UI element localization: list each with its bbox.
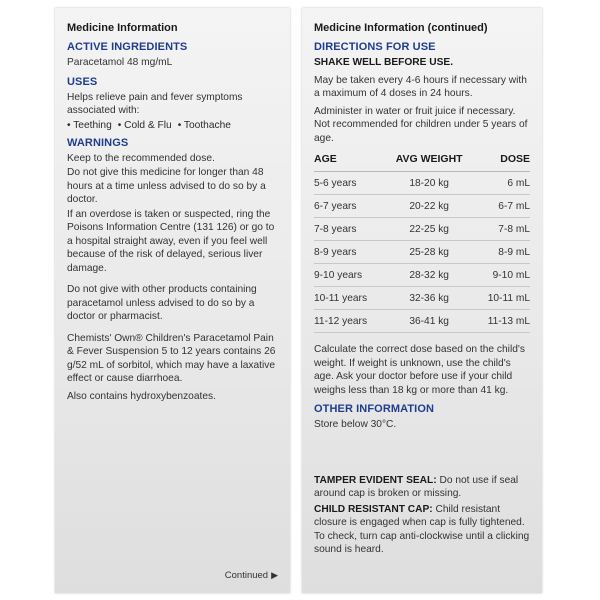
child-resistant-text xyxy=(314,503,530,557)
directions-text: May be taken every 4-6 hours if necessary with a maximum of 4 doses in 24 hours. xyxy=(314,74,527,99)
warning-text: Keep to the recommended dose. xyxy=(67,152,215,164)
warning-text: Do not give this medicine for longer than 48 hours at a time unless advised to do so by a doctor. xyxy=(67,167,266,205)
cell-weight: 18-20 kg xyxy=(385,172,474,195)
directions-heading: DIRECTIONS FOR USE xyxy=(314,41,436,53)
cell-weight: 36-41 kg xyxy=(385,310,474,333)
active-ingredients-text: Paracetamol 48 mg/mL xyxy=(67,57,173,68)
cell-dose: 10-11 mL xyxy=(474,287,530,310)
left-panel xyxy=(55,8,290,593)
cell-dose: 11-13 mL xyxy=(474,310,530,333)
column-header-weight: AVG WEIGHT xyxy=(385,149,474,172)
warnings-heading: WARNINGS xyxy=(67,136,129,149)
right-panel-title: Medicine Information (continued) xyxy=(314,22,488,34)
table-row xyxy=(314,287,530,310)
right-panel xyxy=(302,8,542,593)
cell-weight: 22-25 kg xyxy=(385,218,474,241)
triangle-right-icon: ▶ xyxy=(271,570,278,580)
table-row xyxy=(314,218,530,241)
cell-weight: 20-22 kg xyxy=(385,195,474,218)
left-panel-title: Medicine Information xyxy=(67,22,178,34)
tamper-seal-text xyxy=(314,474,530,501)
dosage-table xyxy=(314,149,530,333)
column-header-dose: DOSE xyxy=(474,149,530,172)
dosage-table-header xyxy=(314,149,530,172)
uses-item: • Toothache xyxy=(178,120,231,131)
shake-instruction: SHAKE WELL BEFORE USE. xyxy=(314,57,454,68)
uses-list xyxy=(67,120,278,131)
storage-text: Store below 30°C. xyxy=(314,419,397,430)
tamper-seal-description: Do not use if seal around cap is broken or missing. xyxy=(314,474,519,499)
cell-age: 10-11 years xyxy=(314,287,385,310)
cell-weight: 32-36 kg xyxy=(385,287,474,310)
warning-text: Also contains hydroxybenzoates. xyxy=(67,390,216,402)
cell-dose: 7-8 mL xyxy=(474,218,530,241)
table-row xyxy=(314,241,530,264)
table-row xyxy=(314,264,530,287)
warning-text: If an overdose is taken or suspected, ring the Poisons Information Centre (131 126) or go to a hospital straight away, even if you feel well because of the risk of delayed, serious liver damage. xyxy=(67,208,275,274)
other-information-heading: OTHER INFORMATION xyxy=(314,403,435,415)
active-ingredients-heading: ACTIVE INGREDIENTS xyxy=(67,41,188,53)
cell-age: 6-7 years xyxy=(314,195,385,218)
cell-dose: 6-7 mL xyxy=(474,195,530,218)
cell-age: 11-12 years xyxy=(314,310,385,333)
cell-dose: 8-9 mL xyxy=(474,241,530,264)
cell-age: 8-9 years xyxy=(314,241,385,264)
child-resistant-description: Child resistant closure is engaged when cap is fully tightened. To check, turn cap anti-clockwise until a clicking sound is heard. xyxy=(314,503,530,555)
warning-text: Do not give with other products containing paracetamol unless advised to do so by a doctor or pharmacist. xyxy=(67,284,257,322)
cell-weight: 28-32 kg xyxy=(385,264,474,287)
table-row xyxy=(314,195,530,218)
cell-age: 5-6 years xyxy=(314,172,385,195)
cell-age: 9-10 years xyxy=(314,264,385,287)
dose-calculation-text: Calculate the correct dose based on the child's weight. If weight is unknown, use the child's age. Ask your doctor before use if your child weighs less than 18 kg or more than 41 kg. xyxy=(314,344,525,396)
cell-dose: 6 mL xyxy=(474,172,530,195)
uses-item: • Cold & Flu xyxy=(118,120,172,131)
uses-heading: USES xyxy=(67,75,98,88)
cell-dose: 9-10 mL xyxy=(474,264,530,287)
child-resistant-label: CHILD RESISTANT CAP: xyxy=(314,503,433,515)
table-row xyxy=(314,310,530,333)
tamper-seal-label: TAMPER EVIDENT SEAL: xyxy=(314,474,437,486)
continued-label: Continued xyxy=(224,570,269,581)
uses-item: • Teething xyxy=(67,120,112,131)
cell-age: 7-8 years xyxy=(314,218,385,241)
cell-weight: 25-28 kg xyxy=(385,241,474,264)
uses-text: Helps relieve pain and fever symptoms associated with: xyxy=(67,91,243,116)
warning-text: Chemists' Own® Children's Paracetamol Pain & Fever Suspension 5 to 12 years contains 26 g/52 mL of sorbitol, which may have a laxative effect or cause diarrhoea. xyxy=(67,332,276,384)
continued-indicator xyxy=(225,570,278,581)
table-row xyxy=(314,172,530,195)
directions-text: Administer in water or fruit juice if necessary. Not recommended for children under 5 years of age. xyxy=(314,105,528,144)
column-header-age: AGE xyxy=(314,149,385,172)
spacer xyxy=(314,436,530,474)
